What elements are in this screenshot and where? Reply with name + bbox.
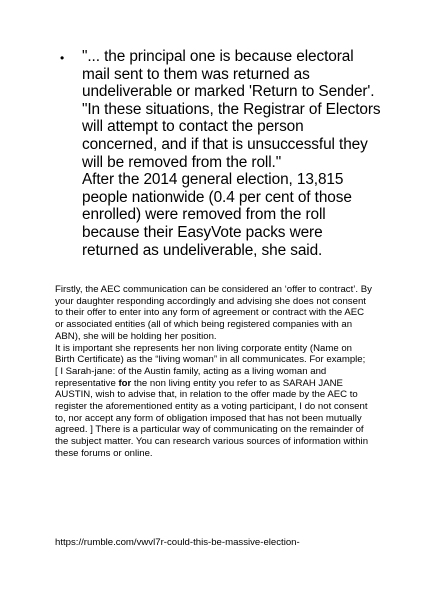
body-text <box>55 284 373 460</box>
quoted-excerpt <box>60 48 390 259</box>
quote-paragraph-3: After the 2014 general election, 13,815 people nationwide (0.4 per cent of those enrolled) were removed from the roll because their EasyVote packs were returned as undeliverable, she said. <box>82 171 352 259</box>
quote-paragraph-1: "... the principal one is because electoral mail sent to them was returned as undeliverable or marked 'Return to Sender'. <box>82 48 375 101</box>
bullet-marker: • <box>60 51 65 65</box>
quote-text <box>82 48 382 259</box>
body-paragraph-2: It is important she represents her non living corporate entity (Name on Birth Certificate) as the “living woman” in all communicates. For example; <box>55 342 366 366</box>
body-paragraph-1: Firstly, the AEC communication can be considered an ‘offer to contract’. By your daughter responding accordingly and advising she does not consent to their offer to enter into any form of agreement or contract with the AEC or associated entities (all of which being registered companies with an ABN), she will be holding her position. <box>55 284 372 342</box>
body-paragraph-3-part-a: [ I Sarah-jane: of the Austin family, acting as a living woman and representative <box>55 365 327 389</box>
quote-paragraph-2: "In these situations, the Registrar of Electors will attempt to contact the person concerned, and if that is unsuccessful they will be removed from the roll." <box>82 100 381 171</box>
body-paragraph-3 <box>55 366 373 460</box>
source-link[interactable]: https://rumble.com/vwvl7r-could-this-be-massive-election- <box>55 537 300 548</box>
body-paragraph-3-bold: for <box>118 377 132 389</box>
body-paragraph-3-part-b: the non living entity you refer to as SARAH JANE AUSTIN, wish to advise that, in relation to the offer made by the AEC to register the aforementioned entity as a voting participant, I do not consent to, nor accept any form of obligation imposed that has not been mutually agreed. ] There is a particular way of communicating on the remainder of the subject matter. You can research various sources of information within these forums or online. <box>55 377 369 459</box>
